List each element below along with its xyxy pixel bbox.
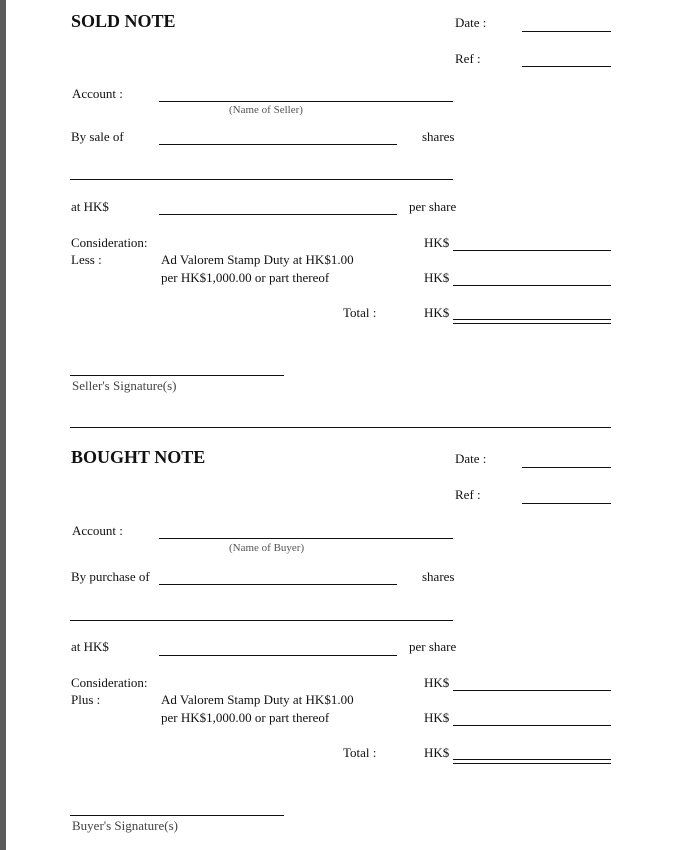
bought-plus-label: Plus :	[71, 692, 101, 707]
bought-ref-label: Ref :	[455, 487, 481, 502]
sold-total-label: Total :	[343, 305, 377, 320]
bought-shares-field[interactable]	[159, 584, 397, 585]
bought-name-hint: (Name of Buyer)	[229, 542, 305, 554]
sold-description-field[interactable]	[70, 179, 453, 180]
bought-stamp-duty-field[interactable]	[453, 725, 611, 726]
bought-total-label: Total :	[343, 745, 377, 760]
bought-signature-label: Buyer's Signature(s)	[72, 818, 178, 833]
bought-account-field[interactable]	[159, 538, 453, 539]
bought-date-label: Date :	[455, 451, 487, 466]
bought-consideration-currency: HK$	[424, 675, 450, 690]
bought-purchase-label: By purchase of	[71, 569, 150, 584]
bought-total-currency: HK$	[424, 745, 450, 760]
sold-per-share-label: per share	[409, 199, 457, 214]
sold-consideration-label: Consideration:	[71, 235, 148, 250]
bought-description-field[interactable]	[70, 620, 453, 621]
sold-less-label: Less :	[71, 252, 102, 267]
sold-date-label: Date :	[455, 15, 487, 30]
sold-account-field[interactable]	[159, 101, 453, 102]
sold-total-field[interactable]	[453, 319, 611, 324]
sold-consideration-field[interactable]	[453, 250, 611, 251]
sold-signature-label: Seller's Signature(s)	[72, 378, 177, 393]
bought-stamp-duty-line2: per HK$1,000.00 or part thereof	[161, 710, 330, 725]
bought-account-label: Account :	[72, 523, 123, 538]
bought-price-field[interactable]	[159, 655, 397, 656]
bought-note-title: BOUGHT NOTE	[71, 447, 206, 467]
sold-stamp-duty-line1: Ad Valorem Stamp Duty at HK$1.00	[161, 252, 354, 267]
sold-shares-label: shares	[422, 129, 455, 144]
bought-shares-label: shares	[422, 569, 455, 584]
bought-signature-field[interactable]	[70, 815, 284, 816]
bought-total-field[interactable]	[453, 759, 611, 764]
sold-name-hint: (Name of Seller)	[229, 104, 303, 116]
bought-stamp-duty-line1: Ad Valorem Stamp Duty at HK$1.00	[161, 692, 354, 707]
sold-stamp-duty-currency: HK$	[424, 270, 450, 285]
sold-stamp-duty-field[interactable]	[453, 285, 611, 286]
viewer-left-edge	[0, 0, 6, 850]
bought-ref-field[interactable]	[522, 503, 611, 504]
sold-note-title: SOLD NOTE	[71, 11, 176, 31]
sold-account-label: Account :	[72, 86, 123, 101]
sold-signature-field[interactable]	[70, 375, 284, 376]
sold-sale-label: By sale of	[71, 129, 124, 144]
sold-consideration-currency: HK$	[424, 235, 450, 250]
section-divider	[70, 427, 611, 428]
sold-ref-label: Ref :	[455, 51, 481, 66]
bought-consideration-label: Consideration:	[71, 675, 148, 690]
bought-date-field[interactable]	[522, 467, 611, 468]
sold-price-label: at HK$	[71, 199, 109, 214]
bought-stamp-duty-currency: HK$	[424, 710, 450, 725]
sold-stamp-duty-line2: per HK$1,000.00 or part thereof	[161, 270, 330, 285]
bought-price-label: at HK$	[71, 639, 109, 654]
sold-ref-field[interactable]	[522, 66, 611, 67]
sold-date-field[interactable]	[522, 31, 611, 32]
sold-shares-field[interactable]	[159, 144, 397, 145]
bought-per-share-label: per share	[409, 639, 457, 654]
bought-consideration-field[interactable]	[453, 690, 611, 691]
sold-price-field[interactable]	[159, 214, 397, 215]
sold-total-currency: HK$	[424, 305, 450, 320]
